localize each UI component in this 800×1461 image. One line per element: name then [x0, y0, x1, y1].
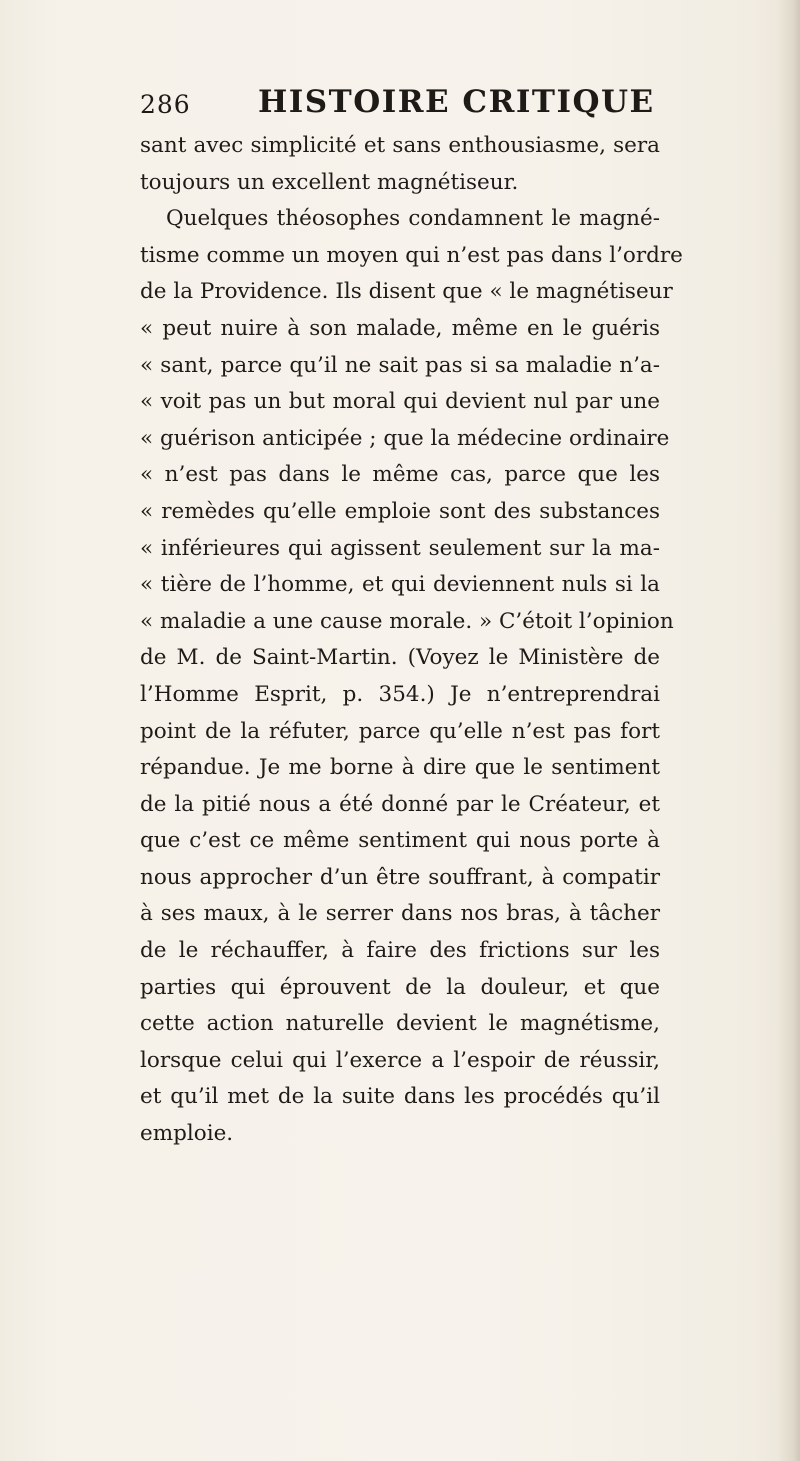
text-line: « n’est pas dans le même cas, parce que les [140, 462, 660, 488]
text-line: « guérison anticipée ; que la médecine ordinaire [140, 425, 670, 451]
body-text [140, 128, 683, 1153]
text-line: sant avec simplicité et sans enthousiasme, sera [140, 133, 660, 158]
text-line: de la Providence. Ils disent que « le magnétiseur [140, 279, 673, 305]
text-line: de M. de Saint-Martin. (Voyez le Ministère de [140, 645, 660, 671]
text-line: l’Homme Esprit, p. 354.) Je n’entreprendrai [140, 681, 660, 707]
text-line: de le réchauffer, à faire des frictions sur les [140, 938, 660, 964]
text-line: nous approcher d’un être souffrant, à compatir [140, 864, 660, 890]
text-line: et qu’il met de la suite dans les procédés qu’il [140, 1084, 660, 1110]
text-line: point de la réfuter, parce qu’elle n’est pas fort [140, 718, 660, 744]
text-line: de la pitié nous a été donné par le Créateur, et [140, 791, 660, 817]
page-edge-shadow [778, 0, 800, 1461]
text-line: parties qui éprouvent de la douleur, et que [140, 974, 660, 1000]
text-line: toujours un excellent magnétiseur. [140, 169, 519, 195]
text-line: que c’est ce même sentiment qui nous porte à [140, 828, 660, 854]
text-line: « tière de l’homme, et qui deviennent nuls si la [140, 572, 660, 598]
text-line: cette action naturelle devient le magnétisme, [140, 1011, 660, 1037]
running-head: HISTOIRE CRITIQUE [258, 84, 655, 120]
text-line: tisme comme un moyen qui n’est pas dans l’ordre [140, 242, 683, 268]
page-header [140, 84, 660, 130]
text-line: à ses maux, à le serrer dans nos bras, à tâcher [140, 901, 660, 927]
text-line: « peut nuire à son malade, même en le guéris [140, 315, 660, 341]
page-number: 286 [140, 90, 191, 119]
text-line: lorsque celui qui l’exerce a l’espoir de réussir, [140, 1047, 660, 1073]
text-line: Quelques théosophes condamnent le magné- [166, 206, 660, 232]
text-line: « remèdes qu’elle emploie sont des substances [140, 498, 660, 524]
text-line: emploie. [140, 1121, 234, 1147]
text-line: « voit pas un but moral qui devient nul par une [140, 389, 660, 415]
text-line: « maladie a une cause morale. » C’étoit l’opinion [140, 608, 674, 634]
text-line: « inférieures qui agissent seulement sur la ma- [140, 535, 660, 561]
text-line: « sant, parce qu’il ne sait pas si sa maladie n’a- [140, 352, 660, 378]
text-line: répandue. Je me borne à dire que le sentiment [140, 755, 660, 781]
